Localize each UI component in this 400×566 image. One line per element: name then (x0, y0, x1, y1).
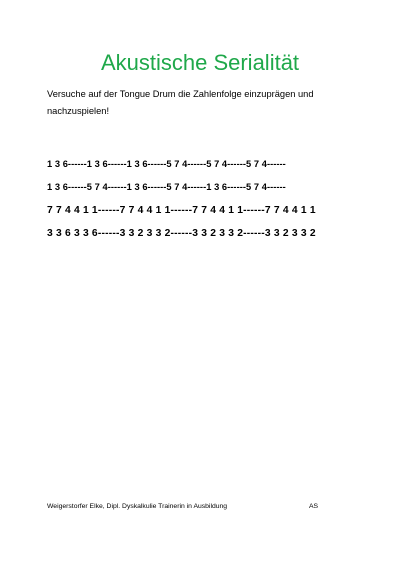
number-sequence-2: 1 3 6------5 7 4------1 3 6------5 7 4------1 3 6------5 7 4------ (47, 182, 286, 192)
instruction-text: Versuche auf der Tongue Drum die Zahlenfolge einzuprägen und nachzuspielen! (47, 89, 314, 116)
footer-initials: AS (309, 503, 319, 510)
footer-author: Weigerstorfer Elke, Dipl. Dyskalkulie Trainerin in Ausbildung (47, 503, 228, 510)
number-sequence-1: 1 3 6------1 3 6------1 3 6------5 7 4------5 7 4------5 7 4------ (47, 159, 286, 169)
number-sequence-4: 3 3 6 3 3 6------3 3 2 3 3 2------3 3 2 3 3 2------3 3 2 3 3 2 (47, 228, 316, 239)
page-title: Akustische Serialität (100, 50, 300, 75)
number-sequence-3: 7 7 4 4 1 1------7 7 4 4 1 1------7 7 4 4 1 1------7 7 4 4 1 1 (47, 205, 316, 216)
